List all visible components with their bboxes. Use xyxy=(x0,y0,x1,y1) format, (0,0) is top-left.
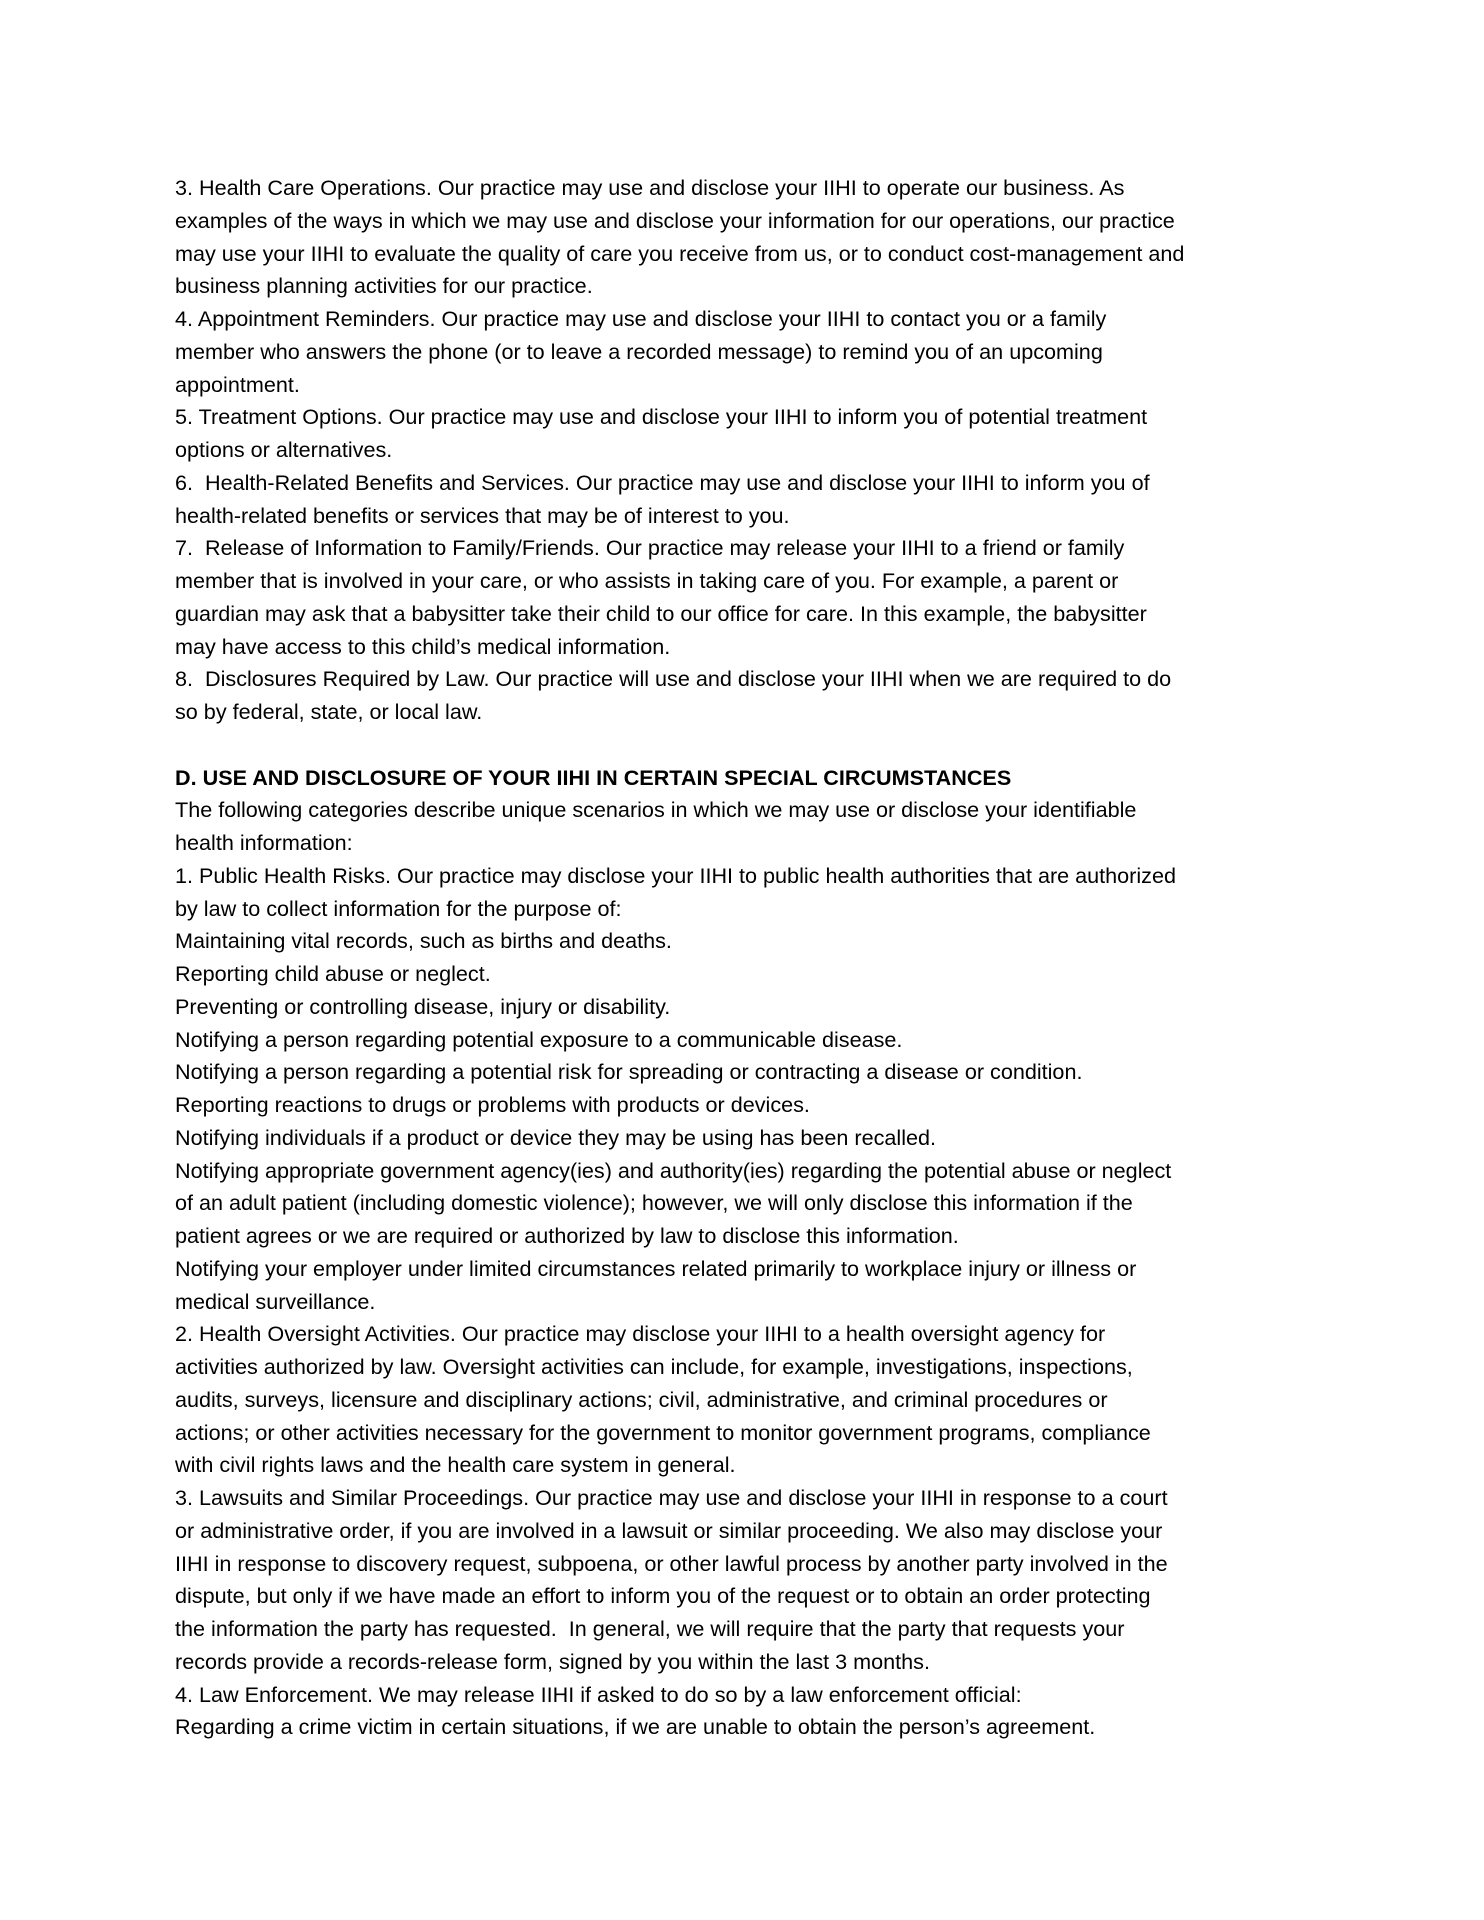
text-line: Notifying your employer under limited circumstances related primarily to workplace injury or illness or xyxy=(175,1255,1137,1281)
purpose-item: Reporting child abuse or neglect. xyxy=(175,961,491,986)
text-line: of an adult patient (including domestic violence); however, we will only disclose this information if the xyxy=(175,1190,1133,1216)
text-line: 7. Release of Information to Family/Friends. Our practice may release your IIHI to a friend or family xyxy=(175,535,1125,561)
purpose-item: Preventing or controlling disease, injury or disability. xyxy=(175,993,671,1019)
item-health-care-operations xyxy=(175,172,1335,303)
section-intro xyxy=(175,794,1335,860)
sub-item: Regarding a crime victim in certain situations, if we are unable to obtain the person’s agreement. xyxy=(175,1714,1096,1740)
text-line: activities authorized by law. Oversight activities can include, for example, investigations, inspections, xyxy=(175,1354,1133,1379)
text-line: may use your IIHI to evaluate the quality of care you receive from us, or to conduct cost-management and xyxy=(175,240,1185,266)
text-line: so by federal, state, or local law. xyxy=(175,699,483,724)
text-line: health-related benefits or services that may be of interest to you. xyxy=(175,502,790,528)
text-line: 6. Health-Related Benefits and Services. Our practice may use and disclose your IIHI to inform you of xyxy=(175,469,1150,495)
text-line: patient agrees or we are required or authorized by law to disclose this information. xyxy=(175,1223,959,1248)
text-line: The following categories describe unique scenarios in which we may use or disclose your identifiable xyxy=(175,797,1137,823)
text-line: 2. Health Oversight Activities. Our practice may disclose your IIHI to a health oversight agency for xyxy=(175,1321,1106,1347)
text-line: dispute, but only if we have made an effort to inform you of the request or to obtain an order protecting xyxy=(175,1583,1151,1609)
text-line: health information: xyxy=(175,830,353,855)
item-health-related-benefits xyxy=(175,467,1335,533)
item-release-to-family-friends xyxy=(175,532,1335,663)
text-line: 5. Treatment Options. Our practice may use and disclose your IIHI to inform you of potential treatment xyxy=(175,404,1148,430)
text-line: records provide a records-release form, signed by you within the last 3 months. xyxy=(175,1648,930,1674)
text-line: 8. Disclosures Required by Law. Our practice will use and disclose your IIHI when we are required to do xyxy=(175,666,1172,692)
text-line: medical surveillance. xyxy=(175,1288,376,1314)
text-line: audits, surveys, licensure and disciplinary actions; civil, administrative, and criminal procedures or xyxy=(175,1386,1108,1412)
text-line: 3. Health Care Operations. Our practice may use and disclose your IIHI to operate our business. As xyxy=(175,175,1125,200)
paragraph-spacer xyxy=(175,729,1335,762)
item-disclosures-required-by-law xyxy=(175,663,1335,729)
text-line: the information the party has requested. In general, we will require that the party that requests your xyxy=(175,1616,1125,1641)
text-line: appointment. xyxy=(175,371,300,397)
purpose-item-employer xyxy=(175,1253,1335,1319)
text-line: member that is involved in your care, or who assists in taking care of you. For example, a parent or xyxy=(175,568,1119,593)
text-line: or administrative order, if you are involved in a lawsuit or similar proceeding. We also may disclose your xyxy=(175,1517,1163,1543)
item-law-enforcement xyxy=(175,1679,1335,1745)
purpose-item: Maintaining vital records, such as births and deaths. xyxy=(175,928,672,954)
text-line: with civil rights laws and the health care system in general. xyxy=(175,1452,736,1478)
text-line: member who answers the phone (or to leave a recorded message) to remind you of an upcoming xyxy=(175,338,1103,364)
text-line: may have access to this child’s medical information. xyxy=(175,633,671,659)
text-line: 4. Appointment Reminders. Our practice may use and disclose your IIHI to contact you or a family xyxy=(175,306,1107,331)
purpose-item: Notifying individuals if a product or device they may be using has been recalled. xyxy=(175,1124,937,1150)
text-line: 1. Public Health Risks. Our practice may disclose your IIHI to public health authorities that are authorized xyxy=(175,862,1176,888)
purpose-item: Notifying a person regarding potential exposure to a communicable disease. xyxy=(175,1026,903,1052)
text-line: by law to collect information for the purpose of: xyxy=(175,895,622,921)
text-line: 3. Lawsuits and Similar Proceedings. Our practice may use and disclose your IIHI in response to a court xyxy=(175,1485,1168,1510)
text-line: actions; or other activities necessary for the government to monitor government programs, compliance xyxy=(175,1419,1151,1445)
section-d-special-circumstances xyxy=(175,762,1335,1745)
item-appointment-reminders xyxy=(175,303,1335,401)
text-line: options or alternatives. xyxy=(175,437,393,462)
item-public-health-risks xyxy=(175,860,1335,1319)
item-lawsuits-proceedings xyxy=(175,1482,1335,1679)
section-heading: D. USE AND DISCLOSURE OF YOUR IIHI IN CERTAIN SPECIAL CIRCUMSTANCES xyxy=(175,764,1012,790)
item-treatment-options xyxy=(175,401,1335,467)
purpose-item: Notifying a person regarding a potential risk for spreading or contracting a disease or condition. xyxy=(175,1059,1083,1085)
item-health-oversight-activities xyxy=(175,1318,1335,1482)
text-line: examples of the ways in which we may use and disclose your information for our operations, our practice xyxy=(175,207,1175,233)
text-line: IIHI in response to discovery request, subpoena, or other lawful process by another party involved in the xyxy=(175,1550,1168,1576)
text-line: guardian may ask that a babysitter take their child to our office for care. In this example, the babysitter xyxy=(175,600,1147,626)
text-line: 4. Law Enforcement. We may release IIHI if asked to do so by a law enforcement official: xyxy=(175,1681,1022,1707)
purpose-item: Reporting reactions to drugs or problems with products or devices. xyxy=(175,1092,810,1117)
purpose-item-abuse-neglect xyxy=(175,1155,1335,1253)
text-line: Notifying appropriate government agency(ies) and authority(ies) regarding the potential abuse or neglect xyxy=(175,1157,1172,1183)
text-line: business planning activities for our practice. xyxy=(175,273,593,299)
document-page xyxy=(175,172,1335,1744)
